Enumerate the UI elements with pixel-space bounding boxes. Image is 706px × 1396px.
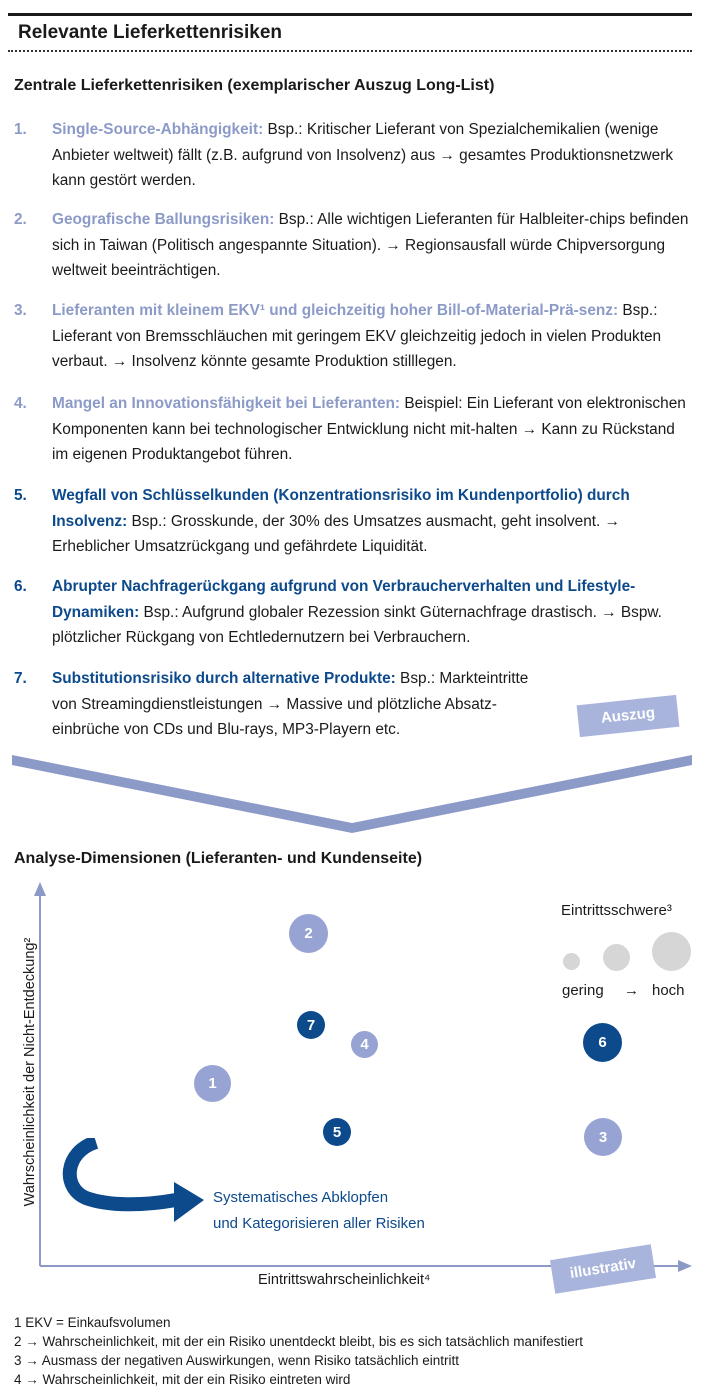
- risk-heading: Wegfall von Schlüsselkunden (Konzentrationsrisiko im Kundenportfolio) durch Insolvenz:: [52, 487, 630, 530]
- legend-low-label: gering: [562, 982, 604, 999]
- risk-item-6: [14, 574, 694, 651]
- risk-bubble-1: 1: [194, 1065, 231, 1102]
- risk-text: Bsp.: Grosskunde, der 30% des Umsatzes ausmacht, geht insolvent. → Erheblicher Umsatzrückgang und gefährdete Liquidität.: [52, 512, 620, 555]
- risk-text: Bsp.: Kritischer Lieferant von Spezialchemikalien (wenige Anbieter weltweit) fällt (z.B. aufgrund von Insolvenz) aus → gesamtes Produktionsnetzwerk kann gestört werden.: [52, 121, 674, 189]
- risk-heading: Geografische Ballungsrisiken:: [52, 211, 275, 228]
- risk-heading: Lieferanten mit kleinem EKV¹ und gleichzeitig hoher Bill-of-Material-Prä-senz:: [52, 302, 619, 319]
- risk-bubble-4: 4: [351, 1031, 378, 1058]
- footnote-3: 3 → Ausmass der negativen Auswirkungen, wenn Risiko tatsächlich eintritt: [14, 1353, 459, 1368]
- risk-number: 3.: [14, 302, 27, 319]
- footnote-1: 1 EKV = Einkaufsvolumen: [14, 1315, 171, 1330]
- x-axis-label: Eintrittswahrscheinlichkeit⁴: [258, 1272, 431, 1288]
- legend-arrow: →: [624, 982, 639, 999]
- legend-bubble-large: [652, 932, 691, 971]
- risk-number: 4.: [14, 395, 27, 412]
- risk-text: Beispiel: Ein Lieferant von elektronischen Komponenten kann bei technologischer Entwicklung nicht mit-halten → Kann zu Rückstand im eigenen Produktangebot führen.: [52, 395, 686, 463]
- risk-bubble-2: 2: [289, 914, 328, 953]
- risk-item-3: [14, 298, 694, 375]
- risk-item-7: [14, 666, 544, 743]
- risk-text: Bsp.: Alle wichtigen Lieferanten für Halbleiter-chips befinden sich in Taiwan (Politisch angespannte Situation). → Regionsausfall würde Chipversorgung weltweit beeinträchtigen.: [52, 211, 689, 279]
- risk-heading: Abrupter Nachfragerückgang aufgrund von Verbraucherverhalten und Lifestyle-Dynamiken:: [52, 578, 636, 621]
- process-text-line-1: Systematisches Abklopfen: [213, 1189, 389, 1206]
- risk-number: 5.: [14, 487, 27, 504]
- title-divider: [8, 50, 692, 52]
- footnote-2: 2 → Wahrscheinlichkeit, mit der ein Risiko unentdeckt bleibt, bis es sich tatsächlich manifestiert: [14, 1334, 583, 1349]
- legend-title: Eintrittsschwere³: [561, 902, 672, 919]
- risk-number: 7.: [14, 670, 27, 687]
- risk-bubble-6: 6: [583, 1023, 622, 1062]
- risk-heading: Mangel an Innovationsfähigkeit bei Lieferanten:: [52, 395, 401, 412]
- page-title: Relevante Lieferkettenrisiken: [18, 22, 283, 43]
- risk-number: 1.: [14, 121, 27, 138]
- legend-high-label: hoch: [652, 982, 685, 999]
- analysis-section-title: Analyse-Dimensionen (Lieferanten- und Kundenseite): [14, 850, 423, 867]
- risk-text: Bsp.: Markteintritte von Streamingdienstleistungen → Massive und plötzliche Absatz-einbrüche von CDs und Blu-rays, MP3-Playern etc.: [52, 670, 529, 738]
- risk-item-2: [14, 207, 694, 284]
- risk-heading: Substitutionsrisiko durch alternative Produkte:: [52, 670, 396, 687]
- risk-text: Bsp.: Lieferant von Bremsschläuchen mit geringem EKV gleichzeitig jedoch in vielen Produkten verbaut. → Insolvenz könnte gesamte Produktion stilllegen.: [52, 302, 662, 370]
- risk-item-4: [14, 391, 694, 468]
- illustrativ-tag: illustrativ: [550, 1244, 656, 1294]
- y-axis-label: Wahrscheinlichkeit der Nicht-Entdeckung²: [22, 937, 38, 1207]
- risk-number: 6.: [14, 578, 27, 595]
- top-rule: [8, 13, 692, 16]
- legend-bubble-medium: [603, 944, 630, 971]
- risk-number: 2.: [14, 211, 27, 228]
- risk-heading: Single-Source-Abhängigkeit:: [52, 121, 264, 138]
- risk-text: Bsp.: Aufgrund globaler Rezession sinkt Güternachfrage drastisch. → Bspw. plötzlicher Rückgang von Echtledernutzern bei Verbrauchern.: [52, 603, 662, 646]
- risk-bubble-3: 3: [584, 1118, 622, 1156]
- process-arrow-icon: [58, 1138, 218, 1238]
- risks-section-title: Zentrale Lieferkettenrisiken (exemplarischer Auszug Long-List): [14, 77, 495, 94]
- funnel-chevron: [0, 745, 706, 840]
- legend-bubble-small: [563, 953, 580, 970]
- risk-item-1: [14, 117, 694, 194]
- process-text-line-2: und Kategorisieren aller Risiken: [213, 1215, 425, 1232]
- risk-item-5: [14, 483, 694, 560]
- risk-bubble-7: 7: [297, 1011, 325, 1039]
- footnote-4: 4 → Wahrscheinlichkeit, mit der ein Risiko eintreten wird: [14, 1372, 351, 1387]
- risk-bubble-5: 5: [323, 1118, 351, 1146]
- auszug-tag: Auszug: [577, 695, 680, 737]
